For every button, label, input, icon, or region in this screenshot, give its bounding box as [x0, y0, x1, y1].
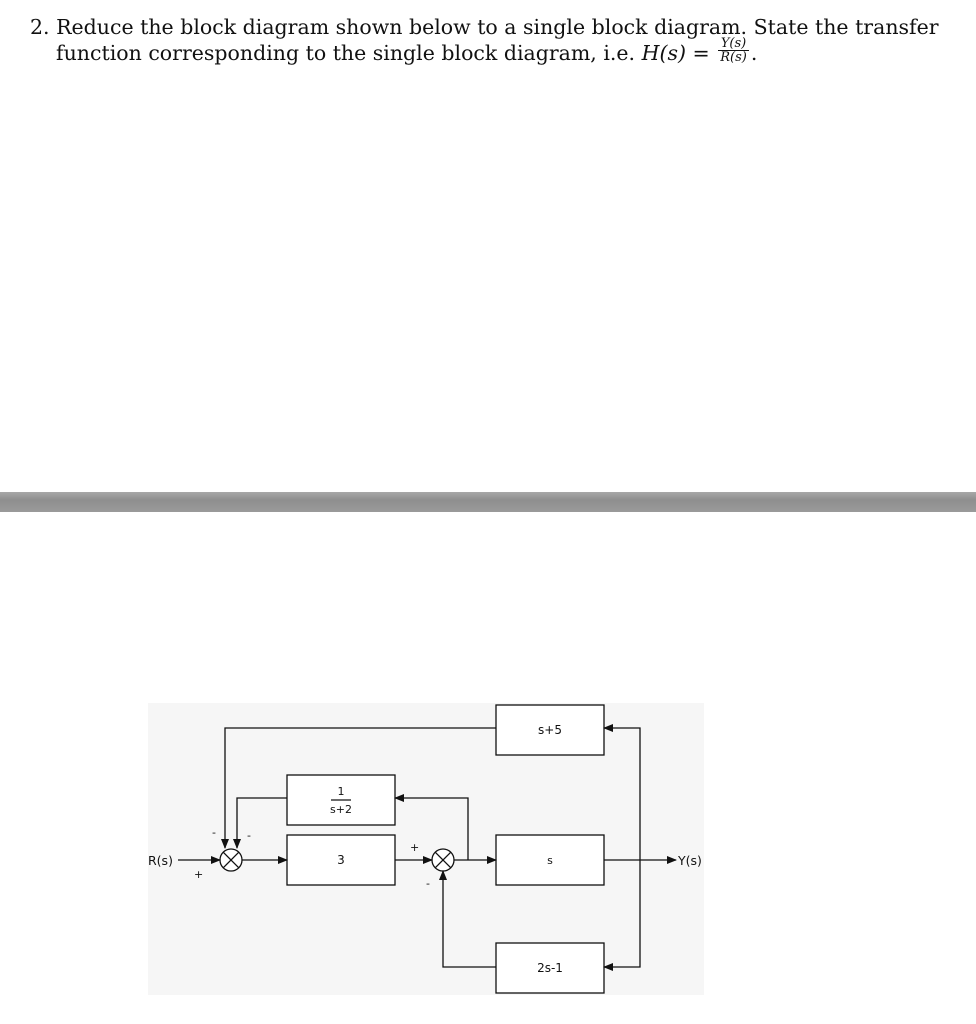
question-text: [30, 14, 960, 68]
sign-sum2-input: +: [410, 841, 420, 854]
formula-fraction: [718, 37, 749, 64]
label-inner-feedback-num: 1: [337, 785, 345, 798]
label-output: Y(s): [678, 853, 702, 868]
label-feedback-bottom: 2s-1: [537, 961, 563, 975]
question-number: 2.: [30, 15, 50, 39]
line-output-to-bottom-block: [604, 860, 640, 967]
formula-lhs: H(s) =: [641, 41, 710, 65]
block-diagram: [148, 703, 704, 995]
label-input: R(s): [148, 853, 173, 868]
sign-sum1-inner-feedback: -: [247, 829, 251, 842]
block-diagram-svg: [148, 703, 704, 995]
formula-period: .: [750, 41, 758, 65]
line-inner-block-to-sum1: [237, 798, 287, 848]
question-line-1-text: Reduce the block diagram shown below to a single block diagram. State the transfer: [56, 15, 939, 39]
summing-junction-1: [220, 849, 242, 871]
formula-numerator: Y(s): [718, 37, 749, 51]
sign-sum1-input: +: [194, 868, 204, 881]
formula-denominator: R(s): [720, 50, 747, 65]
sign-sum2-feedback: -: [426, 877, 430, 890]
line-node-to-inner-block: [395, 798, 468, 860]
question-line-2: [30, 36, 960, 68]
question-line-2-text: function corresponding to the single block diagram, i.e.: [56, 41, 636, 65]
summing-junction-2: [432, 849, 454, 871]
label-inner-feedback-den: s+2: [330, 803, 352, 816]
label-feedback-top: s+5: [538, 723, 562, 737]
label-gain: 3: [337, 853, 345, 867]
section-divider: [0, 492, 976, 512]
label-plant: s: [547, 854, 553, 867]
sign-sum1-outer-feedback: -: [212, 826, 216, 839]
question-line-1: [30, 14, 960, 40]
line-output-to-top-block: [604, 728, 640, 860]
line-bottom-block-to-sum2: [443, 871, 496, 967]
